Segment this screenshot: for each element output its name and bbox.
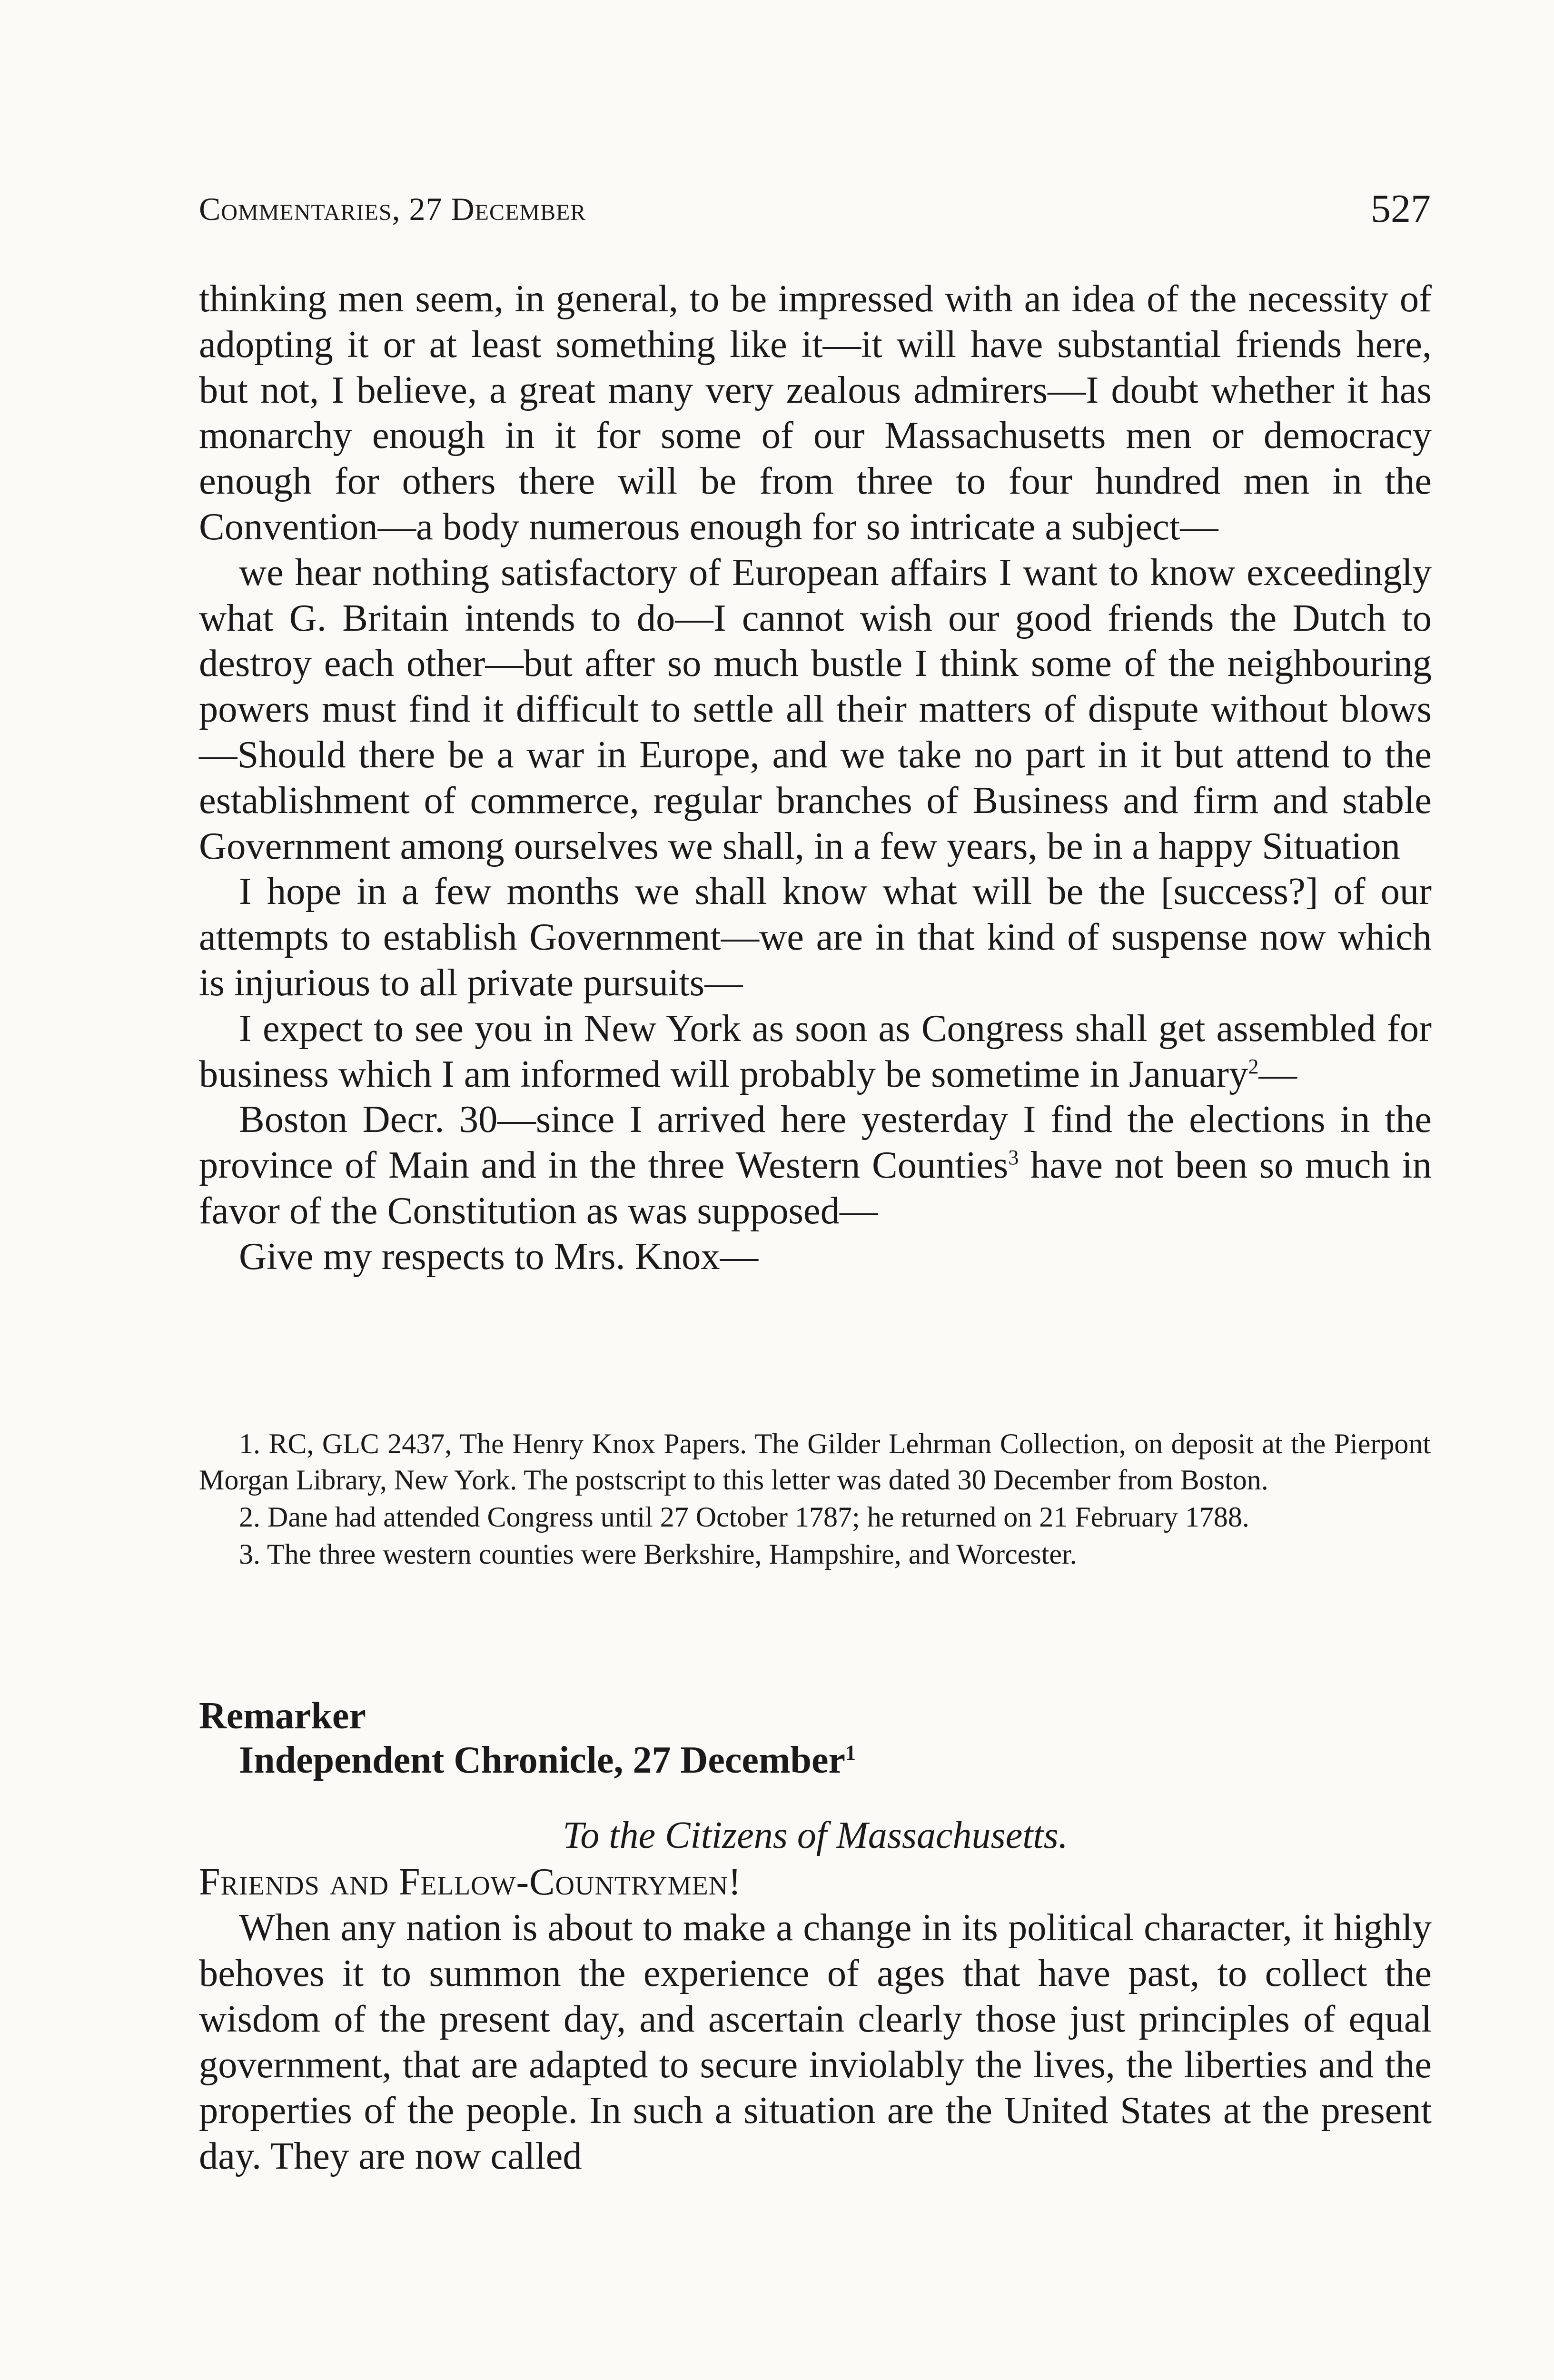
body-paragraph (199, 1006, 1432, 1097)
footnote: 2. Dane had attended Congress until 27 October 1787; he returned on 21 February 1788. (239, 1501, 1249, 1533)
page-header (199, 176, 1431, 233)
body-paragraph: Give my respects to Mrs. Knox— (239, 1235, 759, 1278)
body-paragraph: we hear nothing satisfactory of European affairs I want to know exceedingly what G. Britain intends to do—I cannot wish our good friends the Dutch to destroy each other—but after so much bustle I think some of the neighbouring powers must find it difficult to settle all their matters of dispute without blows—Should there be a war in Europe, and we take no part in it but attend to the establishment of commerce, regular branches of Business and firm and stable Government among ourselves we shall, in a few years, be in a happy Situation (199, 551, 1432, 867)
document-source (199, 1737, 1432, 1783)
document-section (199, 1695, 1432, 2179)
footnotes (199, 1426, 1431, 1573)
paragraph-text: — (1258, 1052, 1297, 1095)
body-paragraph: I hope in a few months we shall know what will be the [success?] of our attempts to establish Government—we are in that kind of suspense now which is injurious to all private pursuits— (199, 870, 1432, 1004)
document-author: Remarker (199, 1695, 366, 1737)
body-paragraph: thinking men seem, in general, to be impressed with an idea of the necessity of adopting it or at least something like it—it will have substantial friends here, but not, I believe, a great many very zealous admirers—I doubt whether it has monarchy enough in it for some of our Massachusetts men or democracy enough for others there will be from three to four hundred men in the Convention—a body numerous enough for so intricate a subject— (199, 278, 1432, 548)
salutation: Friends and Fellow-Countrymen! (199, 1861, 742, 1903)
footnote-ref: 1 (845, 1741, 856, 1765)
footnote-ref: 3 (1008, 1146, 1019, 1170)
footnote: 1. RC, GLC 2437, The Henry Knox Papers. The Gilder Lehrman Collection, on deposit at the Pierpont Morgan Library, New York. The postscript to this letter was dated 30 December from Boston. (199, 1428, 1431, 1496)
section-paragraph: When any nation is about to make a change in its political character, it highly behoves it to summon the experience of ages that have past, to collect the wisdom of the present day, and ascertain clearly those just principles of equal government, that are adapted to secure inviolably the lives, the liberties and the properties of the people. In such a situation are the United States at the present day. They are now called (199, 1906, 1432, 2177)
address-line: To the Citizens of Massachusetts. (563, 1815, 1068, 1856)
letter-body (199, 276, 1432, 1279)
page-number: 527 (1371, 187, 1431, 231)
source-title: Independent Chronicle, 27 December (239, 1739, 845, 1781)
footnote-ref: 2 (1248, 1054, 1259, 1078)
body-paragraph (199, 1097, 1432, 1233)
paragraph-text: I expect to see you in New York as soon as Congress shall get assembled for business which I am informed will probably be sometime in January (199, 1007, 1432, 1095)
paragraph-text: have not been so much in favor of the Constitution as was supposed— (199, 1144, 1432, 1232)
footnote: 3. The three western counties were Berkshire, Hampshire, and Worcester. (239, 1538, 1077, 1570)
paragraph-text: Boston Decr. 30—since I arrived here yesterday I find the elections in the province of Main and in the three Western Counties (199, 1098, 1432, 1187)
running-head: Commentaries, 27 December (199, 191, 586, 227)
